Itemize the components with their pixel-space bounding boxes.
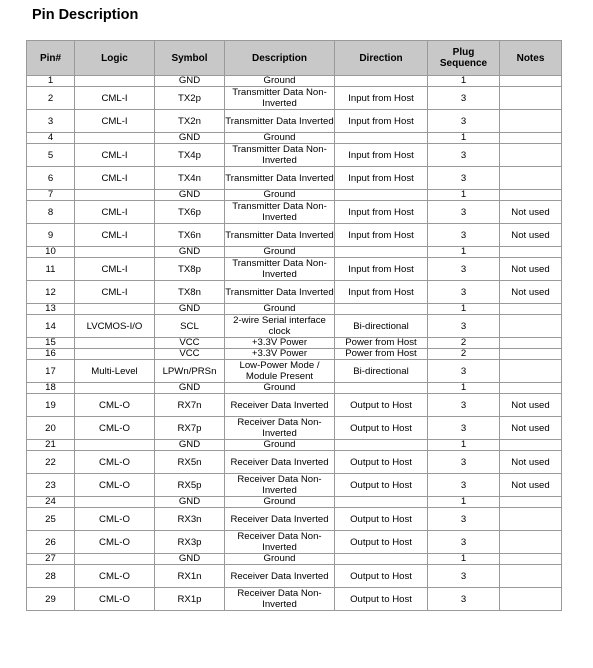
cell-symbol: TX4p <box>155 144 225 167</box>
cell-notes <box>500 554 562 565</box>
cell-logic: CML-O <box>75 565 155 588</box>
table-row <box>27 531 562 554</box>
cell-direction: Power from Host <box>335 349 428 360</box>
cell-notes <box>500 315 562 338</box>
cell-plug-sequence: 2 <box>428 349 500 360</box>
header-notes: Notes <box>500 41 562 76</box>
cell-notes <box>500 349 562 360</box>
cell-notes <box>500 440 562 451</box>
cell-pin: 14 <box>27 315 75 338</box>
cell-plug-sequence: 1 <box>428 133 500 144</box>
cell-notes <box>500 588 562 611</box>
cell-logic: CML-O <box>75 508 155 531</box>
cell-direction <box>335 304 428 315</box>
table-row <box>27 190 562 201</box>
cell-symbol: RX7p <box>155 417 225 440</box>
cell-plug-sequence: 3 <box>428 224 500 247</box>
cell-plug-sequence: 3 <box>428 531 500 554</box>
cell-notes: Not used <box>500 451 562 474</box>
cell-description: Receiver Data Non-Inverted <box>225 474 335 497</box>
cell-logic: CML-I <box>75 87 155 110</box>
cell-direction: Input from Host <box>335 144 428 167</box>
table-row <box>27 554 562 565</box>
cell-direction: Output to Host <box>335 588 428 611</box>
cell-plug-sequence: 3 <box>428 315 500 338</box>
cell-plug-sequence: 1 <box>428 190 500 201</box>
cell-plug-sequence: 3 <box>428 508 500 531</box>
table-row <box>27 133 562 144</box>
cell-symbol: GND <box>155 76 225 87</box>
cell-direction: Input from Host <box>335 281 428 304</box>
table-header-row <box>27 41 562 76</box>
cell-logic <box>75 440 155 451</box>
cell-direction: Input from Host <box>335 201 428 224</box>
cell-plug-sequence: 3 <box>428 167 500 190</box>
cell-logic <box>75 338 155 349</box>
cell-description: Ground <box>225 440 335 451</box>
cell-symbol: RX1p <box>155 588 225 611</box>
pin-description-table <box>26 40 562 611</box>
cell-description: Ground <box>225 304 335 315</box>
cell-notes <box>500 508 562 531</box>
cell-description: Receiver Data Inverted <box>225 451 335 474</box>
table-row <box>27 565 562 588</box>
table-row <box>27 201 562 224</box>
cell-pin: 7 <box>27 190 75 201</box>
cell-description: Ground <box>225 497 335 508</box>
cell-pin: 11 <box>27 258 75 281</box>
cell-direction: Bi-directional <box>335 315 428 338</box>
cell-notes: Not used <box>500 394 562 417</box>
cell-pin: 19 <box>27 394 75 417</box>
cell-symbol: RX5p <box>155 474 225 497</box>
cell-pin: 26 <box>27 531 75 554</box>
cell-description: Transmitter Data Inverted <box>225 110 335 133</box>
cell-symbol: RX3p <box>155 531 225 554</box>
cell-logic <box>75 349 155 360</box>
cell-plug-sequence: 3 <box>428 417 500 440</box>
cell-plug-sequence: 3 <box>428 281 500 304</box>
cell-logic: CML-O <box>75 531 155 554</box>
cell-symbol: TX4n <box>155 167 225 190</box>
cell-description: Transmitter Data Inverted <box>225 167 335 190</box>
table-row <box>27 258 562 281</box>
cell-symbol: GND <box>155 497 225 508</box>
cell-plug-sequence: 3 <box>428 360 500 383</box>
header-logic: Logic <box>75 41 155 76</box>
cell-logic: CML-I <box>75 201 155 224</box>
table-row <box>27 167 562 190</box>
cell-symbol: VCC <box>155 349 225 360</box>
cell-notes <box>500 360 562 383</box>
table-row <box>27 304 562 315</box>
header-pin: Pin# <box>27 41 75 76</box>
cell-notes <box>500 110 562 133</box>
cell-direction: Bi-directional <box>335 360 428 383</box>
cell-plug-sequence: 1 <box>428 304 500 315</box>
cell-direction <box>335 440 428 451</box>
cell-logic: CML-O <box>75 451 155 474</box>
cell-description: Receiver Data Inverted <box>225 394 335 417</box>
cell-pin: 22 <box>27 451 75 474</box>
cell-direction: Power from Host <box>335 338 428 349</box>
cell-description: +3.3V Power <box>225 338 335 349</box>
cell-notes: Not used <box>500 224 562 247</box>
cell-pin: 21 <box>27 440 75 451</box>
table-body <box>27 76 562 611</box>
page-title: Pin Description <box>32 7 139 23</box>
cell-plug-sequence: 3 <box>428 144 500 167</box>
cell-symbol: RX3n <box>155 508 225 531</box>
cell-pin: 13 <box>27 304 75 315</box>
cell-description: Transmitter Data Non-Inverted <box>225 201 335 224</box>
cell-description: Transmitter Data Inverted <box>225 281 335 304</box>
cell-logic: CML-O <box>75 474 155 497</box>
cell-symbol: GND <box>155 440 225 451</box>
cell-logic: LVCMOS-I/O <box>75 315 155 338</box>
cell-description: Transmitter Data Inverted <box>225 224 335 247</box>
cell-description: Receiver Data Non-Inverted <box>225 417 335 440</box>
cell-plug-sequence: 3 <box>428 474 500 497</box>
cell-logic: CML-O <box>75 394 155 417</box>
cell-symbol: TX6n <box>155 224 225 247</box>
cell-pin: 8 <box>27 201 75 224</box>
cell-direction <box>335 247 428 258</box>
cell-logic: CML-I <box>75 281 155 304</box>
cell-notes <box>500 144 562 167</box>
cell-description: Ground <box>225 190 335 201</box>
cell-notes <box>500 190 562 201</box>
cell-notes <box>500 87 562 110</box>
cell-direction: Output to Host <box>335 508 428 531</box>
header-plug-sequence <box>428 41 500 76</box>
cell-direction: Output to Host <box>335 474 428 497</box>
cell-notes: Not used <box>500 258 562 281</box>
cell-pin: 15 <box>27 338 75 349</box>
table-row <box>27 144 562 167</box>
cell-description: Ground <box>225 383 335 394</box>
table-row <box>27 76 562 87</box>
cell-direction: Input from Host <box>335 258 428 281</box>
table-row <box>27 417 562 440</box>
cell-pin: 28 <box>27 565 75 588</box>
cell-pin: 27 <box>27 554 75 565</box>
table-row <box>27 508 562 531</box>
cell-description: Ground <box>225 554 335 565</box>
table-row <box>27 497 562 508</box>
cell-symbol: GND <box>155 304 225 315</box>
cell-notes <box>500 531 562 554</box>
cell-direction <box>335 554 428 565</box>
cell-symbol: GND <box>155 190 225 201</box>
cell-description: Ground <box>225 133 335 144</box>
cell-notes <box>500 383 562 394</box>
cell-logic: CML-I <box>75 224 155 247</box>
cell-pin: 3 <box>27 110 75 133</box>
cell-plug-sequence: 3 <box>428 394 500 417</box>
cell-direction: Input from Host <box>335 87 428 110</box>
table-row <box>27 224 562 247</box>
cell-description: Receiver Data Non-Inverted <box>225 531 335 554</box>
cell-symbol: TX8n <box>155 281 225 304</box>
cell-logic: CML-O <box>75 417 155 440</box>
header-plug-line1: Plug <box>452 47 475 58</box>
cell-notes <box>500 167 562 190</box>
cell-pin: 4 <box>27 133 75 144</box>
cell-symbol: VCC <box>155 338 225 349</box>
cell-direction <box>335 383 428 394</box>
cell-notes: Not used <box>500 201 562 224</box>
cell-plug-sequence: 1 <box>428 440 500 451</box>
cell-pin: 23 <box>27 474 75 497</box>
cell-notes <box>500 247 562 258</box>
cell-description: Transmitter Data Non-Inverted <box>225 258 335 281</box>
cell-logic: Multi-Level <box>75 360 155 383</box>
cell-symbol: GND <box>155 383 225 394</box>
table-row <box>27 383 562 394</box>
table-row <box>27 474 562 497</box>
cell-logic: CML-I <box>75 167 155 190</box>
cell-logic <box>75 497 155 508</box>
cell-notes: Not used <box>500 417 562 440</box>
cell-direction: Input from Host <box>335 110 428 133</box>
cell-plug-sequence: 3 <box>428 451 500 474</box>
cell-notes <box>500 565 562 588</box>
cell-direction: Output to Host <box>335 531 428 554</box>
cell-logic <box>75 133 155 144</box>
cell-plug-sequence: 1 <box>428 383 500 394</box>
table-row <box>27 247 562 258</box>
cell-notes <box>500 497 562 508</box>
cell-logic <box>75 247 155 258</box>
cell-symbol: GND <box>155 554 225 565</box>
cell-symbol: RX5n <box>155 451 225 474</box>
cell-plug-sequence: 3 <box>428 565 500 588</box>
cell-plug-sequence: 3 <box>428 258 500 281</box>
cell-logic <box>75 304 155 315</box>
cell-notes <box>500 133 562 144</box>
cell-pin: 6 <box>27 167 75 190</box>
table-row <box>27 440 562 451</box>
cell-plug-sequence: 3 <box>428 588 500 611</box>
cell-pin: 29 <box>27 588 75 611</box>
cell-direction <box>335 133 428 144</box>
cell-direction: Output to Host <box>335 394 428 417</box>
cell-description: Ground <box>225 247 335 258</box>
cell-description: Ground <box>225 76 335 87</box>
cell-description: Receiver Data Inverted <box>225 508 335 531</box>
cell-plug-sequence: 1 <box>428 497 500 508</box>
cell-symbol: TX2p <box>155 87 225 110</box>
cell-description: Low-Power Mode / Module Present <box>225 360 335 383</box>
cell-pin: 24 <box>27 497 75 508</box>
cell-direction: Output to Host <box>335 565 428 588</box>
cell-symbol: TX6p <box>155 201 225 224</box>
cell-direction: Input from Host <box>335 224 428 247</box>
table-row <box>27 394 562 417</box>
table-row <box>27 349 562 360</box>
table-row <box>27 360 562 383</box>
cell-symbol: TX2n <box>155 110 225 133</box>
cell-pin: 2 <box>27 87 75 110</box>
header-description: Description <box>225 41 335 76</box>
cell-description: +3.3V Power <box>225 349 335 360</box>
table-row <box>27 110 562 133</box>
table-row <box>27 87 562 110</box>
cell-logic <box>75 190 155 201</box>
cell-logic <box>75 554 155 565</box>
cell-logic: CML-O <box>75 588 155 611</box>
cell-pin: 5 <box>27 144 75 167</box>
cell-pin: 10 <box>27 247 75 258</box>
table-row <box>27 315 562 338</box>
cell-symbol: RX1n <box>155 565 225 588</box>
cell-direction: Output to Host <box>335 417 428 440</box>
cell-direction: Input from Host <box>335 167 428 190</box>
cell-symbol: RX7n <box>155 394 225 417</box>
cell-pin: 25 <box>27 508 75 531</box>
table-row <box>27 588 562 611</box>
cell-plug-sequence: 1 <box>428 76 500 87</box>
cell-symbol: SCL <box>155 315 225 338</box>
cell-direction <box>335 497 428 508</box>
cell-pin: 17 <box>27 360 75 383</box>
cell-symbol: GND <box>155 133 225 144</box>
cell-direction <box>335 190 428 201</box>
cell-pin: 18 <box>27 383 75 394</box>
cell-logic <box>75 76 155 87</box>
cell-notes: Not used <box>500 281 562 304</box>
cell-pin: 12 <box>27 281 75 304</box>
cell-notes <box>500 338 562 349</box>
cell-notes <box>500 304 562 315</box>
header-symbol: Symbol <box>155 41 225 76</box>
cell-description: Receiver Data Non-Inverted <box>225 588 335 611</box>
cell-pin: 9 <box>27 224 75 247</box>
cell-symbol: GND <box>155 247 225 258</box>
cell-description: Receiver Data Inverted <box>225 565 335 588</box>
table-row <box>27 281 562 304</box>
cell-pin: 1 <box>27 76 75 87</box>
cell-plug-sequence: 3 <box>428 110 500 133</box>
cell-plug-sequence: 1 <box>428 554 500 565</box>
cell-plug-sequence: 3 <box>428 201 500 224</box>
cell-symbol: LPWn/PRSn <box>155 360 225 383</box>
cell-description: Transmitter Data Non-Inverted <box>225 144 335 167</box>
cell-logic: CML-I <box>75 110 155 133</box>
cell-logic: CML-I <box>75 144 155 167</box>
cell-notes: Not used <box>500 474 562 497</box>
cell-pin: 20 <box>27 417 75 440</box>
cell-logic: CML-I <box>75 258 155 281</box>
cell-plug-sequence: 1 <box>428 247 500 258</box>
cell-direction: Output to Host <box>335 451 428 474</box>
cell-plug-sequence: 3 <box>428 87 500 110</box>
header-direction: Direction <box>335 41 428 76</box>
header-plug-line2: Sequence <box>439 58 488 69</box>
cell-pin: 16 <box>27 349 75 360</box>
cell-logic <box>75 383 155 394</box>
cell-plug-sequence: 2 <box>428 338 500 349</box>
cell-symbol: TX8p <box>155 258 225 281</box>
cell-description: 2-wire Serial interface clock <box>225 315 335 338</box>
cell-direction <box>335 76 428 87</box>
table-row <box>27 451 562 474</box>
table-row <box>27 338 562 349</box>
cell-notes <box>500 76 562 87</box>
cell-description: Transmitter Data Non-Inverted <box>225 87 335 110</box>
